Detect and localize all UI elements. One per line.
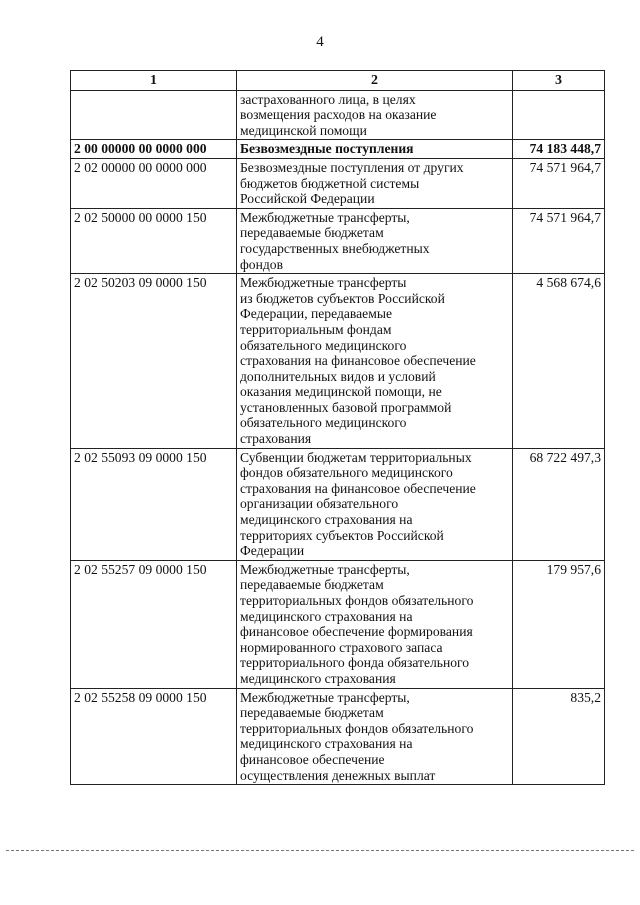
description-line: территориях субъектов Российской — [240, 527, 444, 543]
description-line: Межбюджетные трансферты, — [240, 689, 410, 705]
description-line: застрахованного лица, в целях — [240, 91, 416, 107]
revenue-description — [237, 140, 513, 159]
description-line: бюджетов бюджетной системы — [240, 175, 420, 191]
revenue-description — [237, 208, 513, 273]
budget-classification-code: 2 02 55258 09 0000 150 — [71, 688, 237, 785]
description-line: медицинской помощи — [240, 122, 367, 138]
amount-value: 74 571 964,7 — [513, 208, 605, 273]
table-row — [71, 90, 605, 140]
description-line: медицинского страхования на — [240, 736, 413, 752]
description-line: медицинского страхования — [240, 670, 396, 686]
description-line: финансовое обеспечение формирования — [240, 624, 473, 640]
column-header-amount: 3 — [513, 71, 605, 91]
description-line: страхования на финансовое обеспечение — [240, 353, 476, 369]
description-line: Федерации — [240, 543, 305, 559]
amount-value: 68 722 497,3 — [513, 448, 605, 560]
table-row — [71, 140, 605, 159]
description-line: организации обязательного — [240, 496, 399, 512]
revenue-description — [237, 158, 513, 208]
budget-classification-code — [71, 90, 237, 140]
table-row — [71, 688, 605, 785]
description-line: передаваемые бюджетам — [240, 225, 384, 241]
revenue-description — [237, 560, 513, 688]
description-line: Межбюджетные трансферты — [240, 275, 407, 291]
description-line: страхования на финансовое обеспечение — [240, 480, 476, 496]
budget-classification-code: 2 02 00000 00 0000 000 — [71, 158, 237, 208]
revenue-description — [237, 688, 513, 785]
revenue-description — [237, 274, 513, 449]
budget-classification-code: 2 02 50203 09 0000 150 — [71, 274, 237, 449]
description-line: Безвозмездные поступления от других — [240, 159, 464, 175]
amount-value: 179 957,6 — [513, 560, 605, 688]
table-body — [71, 90, 605, 785]
page-number: 4 — [316, 34, 324, 50]
column-header-code: 1 — [71, 71, 237, 91]
description-line: Российской Федерации — [240, 191, 375, 207]
description-line: фондов обязательного медицинского — [240, 465, 453, 481]
description-line: Субвенции бюджетам территориальных — [240, 449, 472, 465]
description-line: Межбюджетные трансферты, — [240, 561, 410, 577]
budget-classification-code: 2 02 50000 00 0000 150 — [71, 208, 237, 273]
amount-value: 4 568 674,6 — [513, 274, 605, 449]
revenue-description — [237, 448, 513, 560]
table-row — [71, 208, 605, 273]
revenue-description — [237, 90, 513, 140]
description-line: Федерации, передаваемые — [240, 306, 392, 322]
page-bottom-dashed-line — [6, 850, 634, 851]
description-line: передаваемые бюджетам — [240, 705, 384, 721]
description-line: государственных внебюджетных — [240, 240, 430, 256]
budget-revenue-table — [70, 70, 605, 785]
description-line: нормированного страхового запаса — [240, 639, 443, 655]
description-line: фондов — [240, 256, 284, 272]
description-line: территориальным фондам — [240, 321, 392, 337]
description-line: обязательного медицинского — [240, 415, 407, 431]
table-row — [71, 158, 605, 208]
amount-value: 74 183 448,7 — [513, 140, 605, 159]
description-line: из бюджетов субъектов Российской — [240, 290, 445, 306]
description-line: Межбюджетные трансферты, — [240, 209, 410, 225]
amount-value — [513, 90, 605, 140]
description-line: обязательного медицинского — [240, 337, 407, 353]
description-line: установленных базовой программой — [240, 399, 452, 415]
amount-value: 835,2 — [513, 688, 605, 785]
description-line: передаваемые бюджетам — [240, 577, 384, 593]
description-line: территориальных фондов обязательного — [240, 720, 474, 736]
budget-classification-code: 2 00 00000 00 0000 000 — [71, 140, 237, 159]
table-row — [71, 448, 605, 560]
column-header-description: 2 — [237, 71, 513, 91]
amount-value: 74 571 964,7 — [513, 158, 605, 208]
description-line: медицинского страхования на — [240, 608, 413, 624]
description-line: дополнительных видов и условий — [240, 368, 436, 384]
budget-classification-code: 2 02 55093 09 0000 150 — [71, 448, 237, 560]
description-line: Безвозмездные поступления — [240, 141, 414, 157]
table-header-row — [71, 71, 605, 91]
description-line: медицинского страхования на — [240, 512, 413, 528]
table-row — [71, 560, 605, 688]
budget-classification-code: 2 02 55257 09 0000 150 — [71, 560, 237, 688]
description-line: оказания медицинской помощи, не — [240, 384, 442, 400]
description-line: возмещения расходов на оказание — [240, 107, 437, 123]
description-line: территориальных фондов обязательного — [240, 593, 474, 608]
description-line: финансовое обеспечение — [240, 751, 385, 767]
description-line: страхования — [240, 431, 312, 447]
description-line: осуществления денежных выплат — [240, 767, 436, 783]
description-line: территориального фонда обязательного — [240, 655, 470, 671]
table-row — [71, 274, 605, 449]
